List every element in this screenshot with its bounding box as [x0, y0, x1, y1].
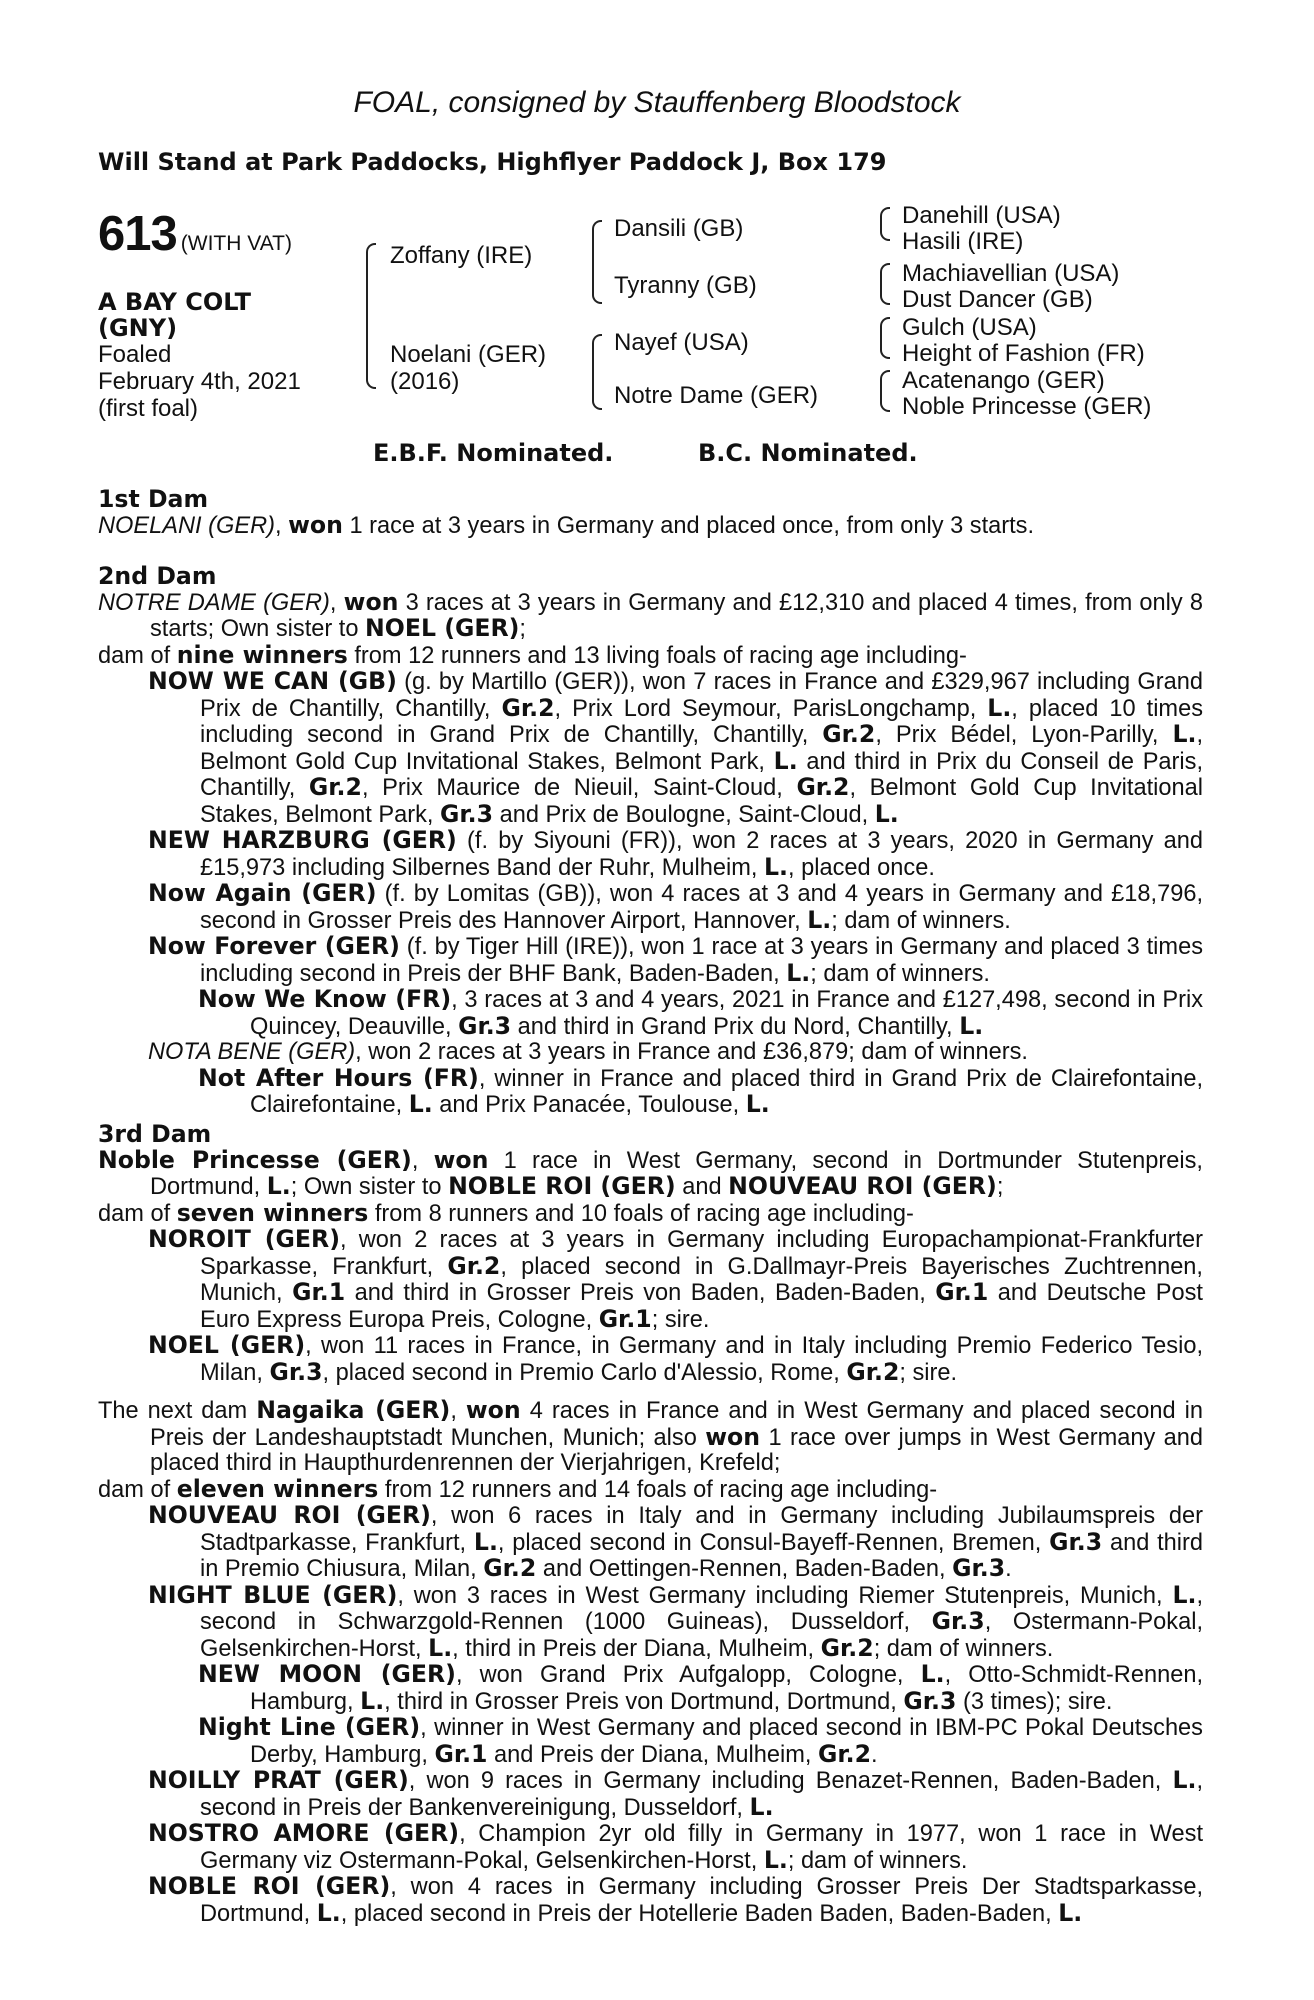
group-label: Gr.3	[952, 1554, 1006, 1582]
horse-name: Now We Know (FR)	[198, 985, 452, 1013]
race-record: , won 2 races at 3 years in Germany including Europachampionat-Frankfurter Sparkasse, Frankfurt,	[200, 1227, 1203, 1280]
produce-entry	[98, 1040, 1203, 1066]
horse-name: NOBLE ROI (GER)	[148, 1872, 391, 1900]
group-label: Gr.3	[1049, 1527, 1103, 1556]
horse-name: NOEL (GER)	[148, 1331, 306, 1359]
winners-count: nine winners	[176, 640, 348, 669]
third-dam-section	[98, 1122, 1203, 1386]
pedigree-dam-sire: Nayef (USA)	[614, 329, 749, 356]
produce-entry	[98, 669, 1203, 828]
horse-name: NOTA BENE (GER)	[148, 1039, 356, 1065]
pedigree-brace-sd	[880, 263, 890, 305]
next-dam-section	[98, 1398, 1203, 1927]
pedigree-brace-ds	[880, 317, 890, 359]
listed-label: L.	[745, 1090, 770, 1118]
pedigree-brace-main	[366, 243, 376, 389]
race-record: , won Grand Prix Aufgalopp, Cologne,	[455, 1662, 904, 1688]
produce-entry	[98, 1580, 1204, 1663]
listed-label: L.	[1172, 720, 1197, 748]
won-label: won	[705, 1422, 761, 1451]
sibling-name: NOBLE ROI (GER)	[448, 1172, 676, 1200]
horse-name: NOUVEAU ROI (GER)	[148, 1501, 431, 1529]
foal-note: (first foal)	[98, 395, 199, 422]
race-record: , second in Schwarzgold-Rennen (1000 Guineas), Dusseldorf,	[200, 1582, 1203, 1635]
listed-label: L.	[920, 1660, 945, 1688]
race-record: 4 races in France and in West Germany and placed second in Preis der Landeshauptstadt Munchen, Munich; also	[150, 1398, 1203, 1451]
produce-entry	[98, 1227, 1203, 1333]
horse-name: Nagaika (GER)	[256, 1396, 451, 1424]
pedigree-sire-sire: Dansili (GB)	[614, 215, 744, 242]
won-label: won	[343, 587, 399, 616]
third-dam-entry: Noble Princesse (GER), won 1 race in West Germany, second in Dortmunder Stutenpreis, Dortmund, L.; Own sister to NOBLE ROI (GER) and NOUVEAU ROI (GER);	[98, 1145, 1203, 1200]
pedigree-dds: Acatenango (GER)	[902, 367, 1105, 394]
produce-entry	[98, 881, 1203, 934]
horse-name: Now Again (GER)	[148, 879, 377, 907]
horse-name: NOILLY PRAT (GER)	[148, 1766, 409, 1794]
lot-colour-code: (GNY)	[98, 314, 178, 342]
produce-entry	[98, 1503, 1203, 1583]
race-record: , Belmont Gold Cup Invitational Stakes, Belmont Park,	[200, 722, 1204, 775]
punctuation: ;	[519, 616, 526, 642]
listed-label: L.	[786, 958, 811, 987]
horse-name: NOELANI (GER)	[98, 512, 275, 539]
next-dam-entry: The next dam Nagaika (GER), won 4 races in France and in West Germany and placed second in Preis der Landeshauptstadt Munchen, Munich; also won 1 race over jumps in West Germany and placed third in Haupthurdenrennen der Vierjahrigen, Krefeld;	[98, 1396, 1204, 1476]
section-heading-1st-dam: 1st Dam	[98, 485, 209, 513]
section-heading-3rd-dam: 3rd Dam	[98, 1120, 212, 1148]
race-record: , Belmont Gold Cup Invitational Stakes, Belmont Park,	[200, 775, 1203, 828]
lot-description: A BAY COLT	[98, 288, 251, 316]
listed-label: L.	[408, 1090, 433, 1118]
race-record: ; dam of winners.	[787, 1847, 968, 1874]
race-record: and Prix Panacée, Toulouse,	[439, 1092, 740, 1118]
race-record: , 3 races at 3 and 4 years, 2021 in France and £127,498, second in Prix Quincey, Deauville,	[250, 987, 1203, 1040]
race-record: and third in Grosser Preis von Baden, Baden-Baden,	[354, 1280, 926, 1306]
won-label: won	[288, 510, 343, 539]
pedigree-sds: Machiavellian (USA)	[902, 260, 1120, 287]
race-record: , placed second in G.Dallmayr-Preis Bayerisches Zuchtrennen, Munich,	[200, 1253, 1203, 1306]
foaled-date: February 4th, 2021	[98, 368, 301, 395]
horse-name: Night Line (GER)	[198, 1713, 421, 1741]
race-record: ; sire.	[651, 1306, 710, 1333]
pedigree-brace-dam	[592, 334, 602, 410]
race-record: 1 race in West Germany, second in Dortmunder Stutenpreis, Dortmund,	[150, 1147, 1203, 1200]
listed-label: L.	[773, 746, 798, 775]
second-dam-section	[98, 564, 1203, 1119]
group-label: Gr.1	[434, 1739, 488, 1768]
race-record: , won 4 races in Germany including Grosser Preis Der Stadtsparkasse, Dortmund,	[200, 1874, 1203, 1927]
third-dam-produce-line	[98, 1198, 1203, 1228]
race-record: 3 races at 3 years in Germany and £12,310 and placed 4 times, from only 8 starts; Own sister to	[150, 589, 1203, 642]
produce-entry	[98, 1821, 1203, 1874]
horse-name: Now Forever (GER)	[148, 932, 400, 960]
race-record: , placed second in Preis der Hotellerie Baden Baden, Baden-Baden,	[340, 1900, 1052, 1927]
pedigree-brace-sire	[592, 220, 602, 304]
ebf-nomination: E.B.F. Nominated.	[373, 439, 614, 467]
horse-name: NEW MOON (GER)	[198, 1660, 456, 1688]
horse-name: NOROIT (GER)	[148, 1225, 340, 1253]
produce-summary: from 8 runners and 10 foals of racing age including-	[374, 1200, 914, 1227]
race-record: , placed 10 times including second in Grand Prix de Chantilly, Chantilly,	[200, 695, 1204, 748]
catalogue-header: FOAL, consigned by Stauffenberg Bloodstock	[353, 86, 961, 119]
dam-of-label: dam of	[98, 1476, 171, 1503]
group-label: Gr.3	[269, 1357, 323, 1386]
group-label: Gr.2	[846, 1357, 900, 1386]
race-record: (g. by Martillo (GER)), won 7 races in France and £329,967 including Grand Prix de Chantilly, Chantilly,	[200, 669, 1203, 722]
race-record: , Champion 2yr old filly in Germany in 1977, won 1 race in West Germany viz Ostermann-Pokal, Gelsenkirchen-Horst,	[200, 1821, 1203, 1874]
pedigree-brace-dd	[880, 370, 890, 412]
group-label: Gr.2	[501, 693, 555, 722]
race-record: (f. by Tiger Hill (IRE)), won 1 race at 3 years in Germany and placed 3 times including second in Preis der BHF Bank, Baden-Baden,	[200, 934, 1203, 987]
pedigree-ssd: Hasili (IRE)	[902, 228, 1024, 255]
dam-of-label: dam of	[98, 1200, 171, 1227]
conjunction: and	[682, 1174, 722, 1200]
race-record: ; dam of winners.	[810, 960, 990, 987]
race-record: and third in Prix du Conseil de Paris, Chantilly,	[200, 748, 1203, 801]
race-record: ; dam of winners.	[873, 1635, 1054, 1662]
won-label: won	[465, 1396, 521, 1424]
race-record: and third in Premio Chiusura, Milan,	[200, 1529, 1204, 1582]
group-label: Gr.3	[931, 1607, 985, 1635]
winners-count: eleven winners	[176, 1474, 379, 1503]
sibling-name: NOUVEAU ROI (GER)	[728, 1172, 997, 1200]
produce-entry-grandchild	[98, 1662, 1203, 1715]
race-record: and Deutsche Post Euro Express Europa Preis, Cologne,	[200, 1280, 1203, 1333]
listed-label: L.	[428, 1633, 453, 1662]
horse-name: NEW HARZBURG (GER)	[148, 826, 457, 854]
race-record: , placed second in Premio Carlo d'Alessio, Rome,	[322, 1359, 840, 1386]
race-record: , winner in France and placed third in Grand Prix de Clairefontaine, Clairefontaine,	[250, 1065, 1203, 1118]
sister-name: NOEL (GER)	[365, 614, 520, 642]
listed-label: L.	[749, 1792, 774, 1821]
race-record: and Oettingen-Rennen, Baden-Baden,	[542, 1556, 946, 1582]
punctuation: .	[871, 1741, 878, 1768]
first-dam-entry: NOELANI (GER), won 1 race at 3 years in Germany and placed once, from only 3 starts.	[98, 510, 1035, 539]
group-label: Gr.3	[439, 799, 494, 828]
race-record: 1 race over jumps in West Germany and placed third in Haupthurdenrennen der Vierjahrigen, Krefeld;	[150, 1424, 1204, 1476]
first-dam-section	[98, 487, 1203, 539]
produce-entry-grandchild	[98, 1063, 1203, 1119]
section-heading-2nd-dam: 2nd Dam	[98, 562, 217, 590]
listed-label: L.	[473, 1527, 498, 1556]
horse-name: Noble Princesse (GER)	[98, 1145, 412, 1174]
race-record: , Prix Maurice de Nieuil, Saint-Cloud,	[361, 775, 783, 801]
pedigree-dam-dam: Notre Dame (GER)	[614, 382, 819, 409]
pedigree-sss: Danehill (USA)	[902, 202, 1061, 229]
dam-of-label: dam of	[98, 642, 171, 669]
race-record: , Ostermann-Pokal, Gelsenkirchen-Horst,	[200, 1609, 1204, 1662]
race-record: and Prix de Boulogne, Saint-Cloud,	[499, 801, 869, 828]
foaled-label: Foaled	[98, 341, 172, 368]
group-label: Gr.3	[903, 1686, 957, 1715]
produce-entry-grandchild	[98, 987, 1203, 1040]
group-label: Gr.2	[483, 1554, 537, 1582]
race-record: , second in Preis der Bankenvereinigung, Dusseldorf,	[200, 1768, 1203, 1821]
next-dam-produce-line	[98, 1474, 1203, 1504]
group-label: Gr.2	[817, 1739, 871, 1768]
group-label: Gr.1	[935, 1278, 989, 1306]
listed-label: L.	[959, 1011, 984, 1040]
produce-summary: from 12 runners and 13 living foals of racing age including-	[354, 642, 967, 669]
pedigree-sdd: Dust Dancer (GB)	[902, 286, 1093, 313]
race-record: , Prix Lord Seymour, ParisLongchamp,	[554, 695, 977, 722]
race-record: , placed second in Consul-Bayeff-Rennen, Bremen,	[497, 1529, 1042, 1556]
race-record: , third in Grosser Preis von Dortmund, Dortmund,	[384, 1688, 897, 1715]
listed-label: L.	[763, 1845, 788, 1874]
second-dam-entry: NOTRE DAME (GER), won 3 races at 3 years in Germany and £12,310 and placed 4 times, from only 8 starts; Own sister to NOEL (GER);	[98, 587, 1203, 642]
race-record: (f. by Siyouni (FR)), won 2 races at 3 years, 2020 in Germany and £15,973 including Silbernes Band der Ruhr, Mulheim,	[200, 828, 1203, 881]
next-dam-label: The next dam	[98, 1398, 248, 1424]
race-record: , Otto-Schmidt-Rennen, Hamburg,	[250, 1662, 1203, 1715]
race-record: ; Own sister to	[290, 1174, 442, 1200]
pedigree-dss: Gulch (USA)	[902, 314, 1037, 341]
won-label: won	[433, 1145, 489, 1174]
produce-entry	[98, 1768, 1203, 1821]
pedigree-brace-ss	[880, 207, 890, 241]
horse-name: NOSTRO AMORE (GER)	[148, 1819, 460, 1847]
race-record: ; dam of winners.	[831, 907, 1011, 934]
punctuation: .	[1005, 1556, 1012, 1582]
listed-label: L.	[266, 1172, 291, 1200]
bc-nomination: B.C. Nominated.	[698, 439, 918, 467]
lot-number-block	[98, 206, 292, 262]
race-record: , won 11 races in France, in Germany and in Italy including Premio Federico Tesio, Milan,	[200, 1333, 1203, 1386]
vat-note: (WITH VAT)	[180, 232, 292, 255]
produce-entry	[98, 934, 1203, 987]
group-label: Gr.2	[822, 720, 876, 748]
winners-count: seven winners	[176, 1198, 369, 1227]
race-record: ; sire.	[899, 1359, 958, 1386]
group-label: Gr.2	[820, 1633, 874, 1662]
race-record: (3 times); sire.	[963, 1688, 1113, 1715]
listed-label: L.	[1172, 1766, 1197, 1794]
race-record: and third in Grand Prix du Nord, Chantilly,	[517, 1013, 953, 1040]
lot-number: 613	[98, 207, 177, 261]
horse-name: NOTRE DAME (GER)	[98, 589, 330, 616]
group-label: Gr.2	[447, 1251, 501, 1280]
group-label: Gr.2	[308, 773, 362, 801]
race-record: , won 3 races in West Germany including Riemer Stutenpreis, Munich,	[397, 1582, 1163, 1609]
produce-entry	[98, 1333, 1203, 1386]
produce-entry	[98, 1874, 1203, 1927]
race-record: , won 6 races in Italy and in Germany including Jubilaumspreis der Stadtparkasse, Frankfurt,	[200, 1503, 1203, 1556]
punctuation: ;	[996, 1174, 1004, 1200]
group-label: Gr.1	[598, 1304, 652, 1333]
listed-label: L.	[316, 1898, 341, 1927]
listed-label: L.	[1058, 1898, 1083, 1927]
pedigree-ddd: Noble Princesse (GER)	[902, 393, 1152, 420]
listed-label: L.	[763, 852, 788, 881]
produce-summary: from 12 runners and 14 foals of racing age including-	[384, 1476, 938, 1503]
group-label: Gr.3	[458, 1011, 512, 1040]
race-record: , won 9 races in Germany including Benazet-Rennen, Baden-Baden,	[408, 1768, 1162, 1794]
race-record: 1 race at 3 years in Germany and placed once, from only 3 starts.	[349, 512, 1035, 539]
horse-name: NOW WE CAN (GB)	[148, 667, 397, 695]
horse-name: Not After Hours (FR)	[198, 1063, 479, 1092]
stand-location: Will Stand at Park Paddocks, Highflyer Paddock J, Box 179	[98, 148, 887, 176]
second-dam-produce-line	[98, 640, 1203, 670]
race-record: , winner in West Germany and placed second in IBM-PC Pokal Deutsches Derby, Hamburg,	[250, 1715, 1203, 1768]
listed-label: L.	[987, 693, 1012, 722]
group-label: Gr.1	[292, 1278, 346, 1306]
race-record: and Preis der Diana, Mulheim,	[494, 1741, 812, 1768]
race-record: , Prix Bédel, Lyon-Parilly,	[875, 722, 1159, 748]
race-record: , won 2 races at 3 years in France and £36,879; dam of winners.	[355, 1039, 1028, 1065]
pedigree-sire: Zoffany (IRE)	[390, 242, 533, 269]
listed-label: L.	[807, 905, 832, 934]
listed-label: L.	[1172, 1580, 1197, 1609]
race-record: (f. by Lomitas (GB)), won 4 races at 3 and 4 years in Germany and £18,796, second in Grosser Preis des Hannover Airport, Hannover,	[200, 881, 1203, 934]
pedigree-dsd: Height of Fashion (FR)	[902, 340, 1145, 367]
listed-label: L.	[360, 1686, 385, 1715]
horse-name: NIGHT BLUE (GER)	[148, 1580, 398, 1609]
produce-entry-grandchild	[98, 1715, 1203, 1768]
group-label: Gr.2	[796, 773, 850, 801]
produce-entry	[98, 828, 1203, 881]
pedigree-dam: Noelani (GER)	[390, 341, 547, 368]
pedigree-sire-dam: Tyranny (GB)	[614, 272, 757, 299]
race-record: , placed once.	[787, 854, 935, 881]
race-record: , third in Preis der Diana, Mulheim,	[452, 1635, 815, 1662]
listed-label: L.	[874, 799, 899, 828]
pedigree-dam-year: (2016)	[390, 368, 460, 395]
